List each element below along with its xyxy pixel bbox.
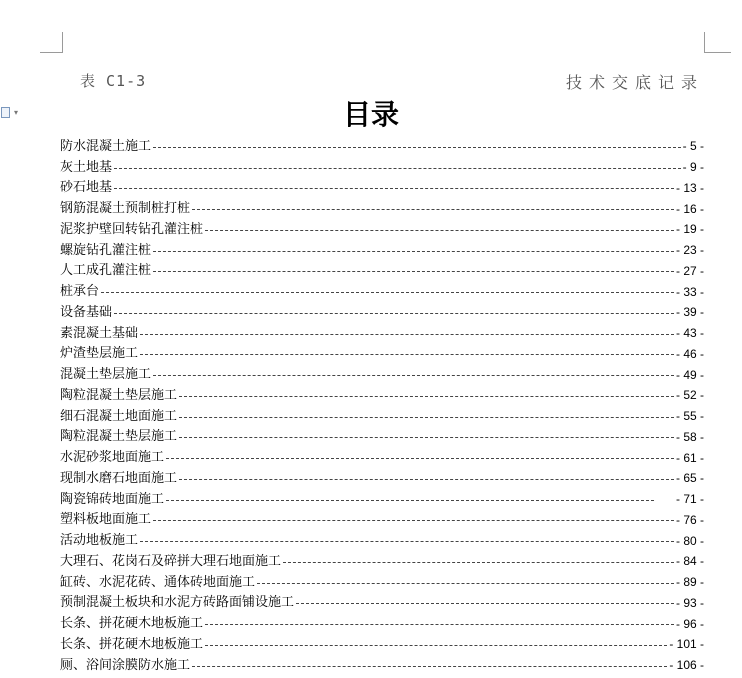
toc-entry[interactable]: [60, 510, 704, 531]
toc-entry-page: - 5 -: [682, 139, 704, 154]
toc-entry-page: - 61 -: [675, 450, 704, 465]
toc-entry-title: 陶瓷锦砖地面施工: [60, 491, 165, 507]
toc-entry-title: 灰土地基: [60, 159, 113, 175]
toc-dot-leader: [179, 417, 674, 418]
toc-entry-page: - 19 -: [675, 222, 704, 237]
toc-entry-title: 炉渣垫层施工: [60, 346, 139, 362]
toc-entry-page: - 76 -: [675, 512, 704, 527]
chevron-down-icon: ▾: [14, 107, 19, 117]
toc-dot-leader: [166, 458, 674, 459]
toc-entry[interactable]: [60, 198, 704, 219]
toc-entry-page: - 71 -: [675, 492, 704, 507]
toc-dot-leader: [257, 583, 674, 584]
toc-dot-leader: [179, 437, 674, 438]
toc-entry-title: 螺旋钻孔灌注桩: [60, 242, 152, 258]
toc-entry[interactable]: [60, 240, 704, 261]
toc-entry-title: 长条、拼花硬木地板施工: [60, 616, 204, 632]
toc-entry-page: - 65 -: [675, 471, 704, 486]
toc-entry[interactable]: [60, 489, 704, 510]
toc-dot-leader: [114, 188, 674, 189]
toc-entry-title: 缸砖、水泥花砖、通体砖地面施工: [60, 574, 256, 590]
toc-entry-page: - 93 -: [675, 595, 704, 610]
toc-dot-leader: [153, 520, 674, 521]
toc-entry[interactable]: [60, 551, 704, 572]
toc-dot-leader: [153, 147, 681, 148]
toc-dot-leader: [205, 645, 667, 646]
toc-entry[interactable]: [60, 302, 704, 323]
toc-entry-page: - 106 -: [669, 658, 704, 673]
toc-dot-leader: [192, 209, 674, 210]
toc-entry-title: 活动地板施工: [60, 533, 139, 549]
toc-dot-leader: [140, 541, 674, 542]
toc-entry[interactable]: [60, 634, 704, 655]
toc-entry-title: 陶粒混凝土垫层施工: [60, 429, 178, 445]
toc-entry-page: - 49 -: [675, 367, 704, 382]
toc-dot-leader: [153, 271, 674, 272]
toc-entry-page: - 9 -: [682, 160, 704, 175]
toc-entry-page: - 39 -: [675, 305, 704, 320]
toc-entry-page: - 52 -: [675, 388, 704, 403]
toc-entry-title: 厕、浴间涂膜防水施工: [60, 657, 191, 673]
toc-entry-title: 塑料板地面施工: [60, 512, 152, 528]
toc-entry-page: - 96 -: [675, 616, 704, 631]
toc-entry[interactable]: [60, 613, 704, 634]
toc-entry-title: 防水混凝土施工: [60, 138, 152, 154]
toc-entry-page: - 33 -: [675, 284, 704, 299]
toc-entry-title: 陶粒混凝土垫层施工: [60, 387, 178, 403]
toc-entry[interactable]: [60, 136, 704, 157]
toc-dot-leader: [153, 375, 674, 376]
toc-entry-title: 设备基础: [60, 304, 113, 320]
toc-dot-leader: [153, 251, 674, 252]
toc-entry-page: - 43 -: [675, 326, 704, 341]
toc-dot-leader: [205, 624, 674, 625]
toc-entry[interactable]: [60, 406, 704, 427]
toc-entry[interactable]: [60, 281, 704, 302]
toc-entry[interactable]: [60, 468, 704, 489]
toc-entry[interactable]: [60, 178, 704, 199]
toc-entry[interactable]: [60, 530, 704, 551]
toc-dot-leader: [114, 168, 681, 169]
toc-entry-title: 泥浆护壁回转钻孔灌注桩: [60, 221, 204, 237]
toc-entry[interactable]: [60, 157, 704, 178]
toc-dot-leader: [179, 479, 674, 480]
toc-dot-leader: [283, 562, 674, 563]
page-corner-mark-right: [704, 32, 731, 53]
toc-entry-page: - 80 -: [675, 533, 704, 548]
toc-entry-page: - 89 -: [675, 575, 704, 590]
toc-dot-leader: [140, 354, 674, 355]
toc-entry[interactable]: [60, 261, 704, 282]
record-title: 技术交底记录: [565, 73, 704, 92]
toc-entry[interactable]: [60, 385, 704, 406]
page-corner-mark-left: [40, 32, 63, 53]
toc-entry-page: - 55 -: [675, 409, 704, 424]
toc-entry[interactable]: [60, 572, 704, 593]
toc-entry-page: - 101 -: [669, 637, 704, 652]
toc-dot-leader: [166, 500, 654, 501]
toc-entry-page: - 16 -: [675, 201, 704, 216]
toc-entry-page: - 13 -: [675, 180, 704, 195]
toc-entry[interactable]: [60, 655, 704, 676]
toc-entry-page: - 23 -: [675, 243, 704, 258]
toc-entry-title: 预制混凝土板块和水泥方砖路面铺设施工: [60, 595, 295, 611]
toc-entry-page: - 46 -: [675, 346, 704, 361]
toc-entry[interactable]: [60, 219, 704, 240]
toc-entry-title: 水泥砂浆地面施工: [60, 450, 165, 466]
toc-entry[interactable]: [60, 364, 704, 385]
toc-entry[interactable]: [60, 323, 704, 344]
toc-dot-leader: [140, 334, 674, 335]
toc-entry[interactable]: [60, 447, 704, 468]
toc-entry-title: 现制水磨石地面施工: [60, 470, 178, 486]
toc-entry[interactable]: [60, 344, 704, 365]
toc-entry-title: 素混凝土基础: [60, 325, 139, 341]
toc-entry[interactable]: [60, 427, 704, 448]
form-number: 表 C1-3: [80, 72, 147, 90]
toc-dot-leader: [205, 230, 674, 231]
toc-entry-title: 长条、拼花硬木地板施工: [60, 636, 204, 652]
toc-entry-title: 人工成孔灌注桩: [60, 263, 152, 279]
toc-dot-leader: [179, 396, 674, 397]
toc-entry-title: 钢筋混凝土预制桩打桩: [60, 201, 191, 217]
toc-entry-title: 桩承台: [60, 284, 100, 300]
toc-dot-leader: [192, 666, 667, 667]
toc-entry-title: 细石混凝土地面施工: [60, 408, 178, 424]
toc-dot-leader: [296, 603, 674, 604]
toc-entry-title: 混凝土垫层施工: [60, 367, 152, 383]
toc-entry-title: 大理石、花岗石及碎拼大理石地面施工: [60, 553, 282, 569]
toc-entry-title: 砂石地基: [60, 180, 113, 196]
toc-entry-page: - 27 -: [675, 263, 704, 278]
toc-entry-page: - 58 -: [675, 429, 704, 444]
toc-entry-page: - 84 -: [675, 554, 704, 569]
toc-list: [60, 136, 704, 676]
toc-entry[interactable]: [60, 593, 704, 614]
toc-dot-leader: [114, 313, 674, 314]
toc-heading: 目录: [342, 98, 399, 131]
toc-dot-leader: [101, 292, 674, 293]
